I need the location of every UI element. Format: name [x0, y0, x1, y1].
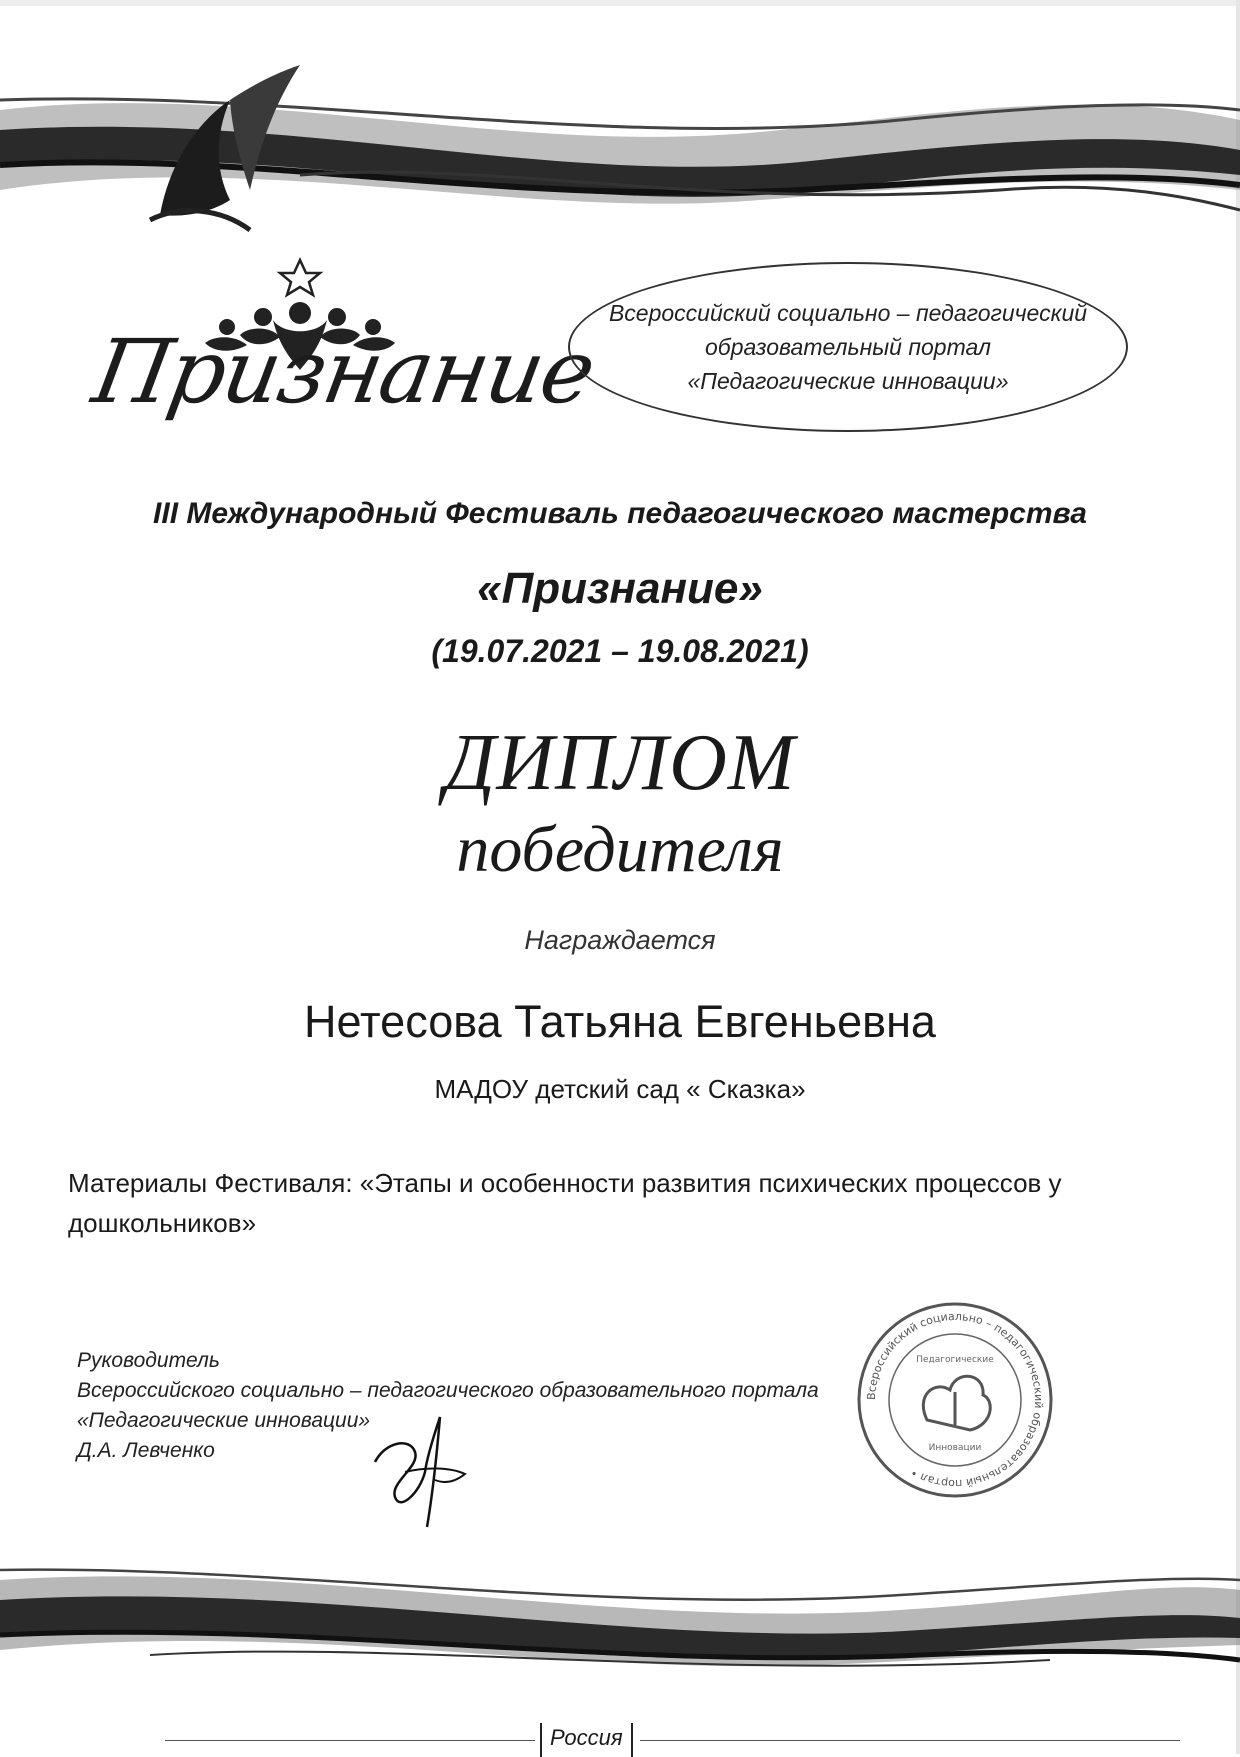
stamp-inner-top: Педагогические: [916, 1355, 994, 1365]
signer-portal: «Педагогические инновации»: [77, 1409, 371, 1432]
portal-line-3: «Педагогические инновации»: [687, 368, 1009, 394]
signer-name: Д.А. Левченко: [77, 1439, 215, 1462]
scan-edge-top: [0, 0, 1240, 6]
diploma-title: ДИПЛОМ: [444, 719, 796, 807]
footer-rule-right: [640, 1740, 1180, 1741]
signer-organization: Всероссийского социально – педагогического образовательного портала: [77, 1379, 819, 1402]
logo-script-text: Признание: [85, 320, 601, 423]
footer-rule-left: [165, 1740, 535, 1741]
diploma-subtitle: победителя: [456, 813, 784, 886]
festival-name: «Признание»: [477, 564, 763, 613]
recipient-institution: МАДОУ детский сад « Сказка»: [434, 1074, 806, 1104]
festival-title: III Международный Фестиваль педагогического мастерства: [153, 497, 1087, 530]
festival-materials: Материалы Фестиваля: «Этапы и особенности развития психических процессов у дошкольников»: [68, 1168, 1062, 1238]
portal-oval-badge: [568, 262, 1128, 432]
stamp-inner-bottom: Инновации: [928, 1443, 982, 1453]
signer-role: Руководитель: [77, 1349, 220, 1372]
recipient-name: Нетесова Татьяна Евгеньевна: [304, 996, 936, 1047]
awarded-label: Награждается: [524, 925, 716, 955]
portal-line-2: образовательный портал: [705, 334, 991, 360]
round-stamp: [855, 1300, 1055, 1500]
bottom-decorative-banner: [0, 1540, 1240, 1690]
top-decorative-banner: [0, 40, 1240, 260]
country-label: Россия: [540, 1723, 633, 1757]
portal-line-1: Всероссийский социально – педагогический: [608, 300, 1088, 326]
festival-dates: (19.07.2021 – 19.08.2021): [431, 633, 809, 669]
festival-logo: [55, 255, 601, 455]
stamp-ring-text: Всероссийский социально – педагогический образовательный портал •: [864, 1309, 1046, 1491]
handwritten-signature: [365, 1412, 475, 1532]
